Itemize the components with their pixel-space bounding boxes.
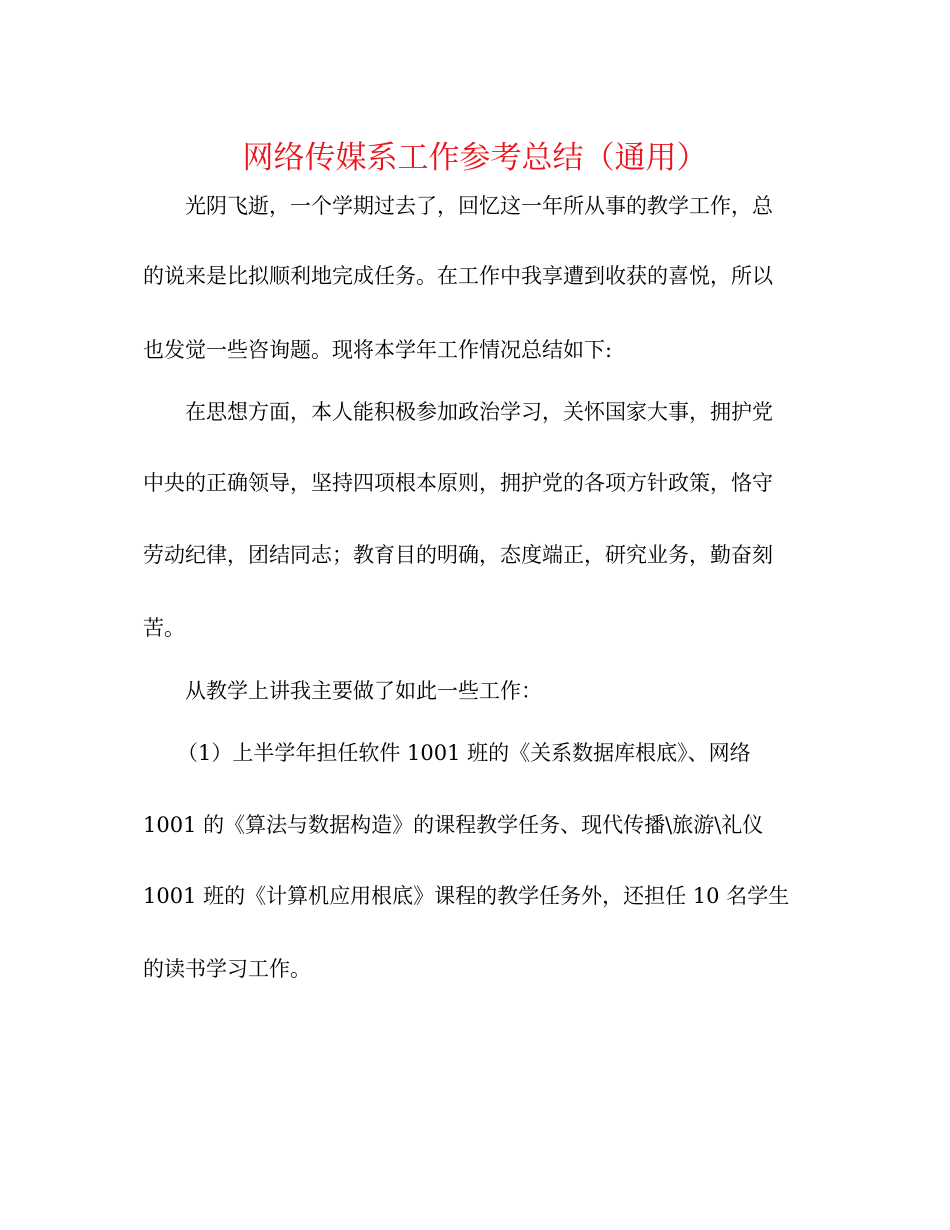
paragraph-line: 劳动纪律，团结同志；教育目的明确，态度端正，研究业务，勤奋刻 [143, 543, 773, 567]
paragraph-line: 的读书学习工作。 [143, 957, 311, 981]
paragraph-line: 在思想方面，本人能积极参加政治学习，关怀国家大事，拥护党 [185, 400, 773, 424]
paragraph-line: 1001 班的《计算机应用根底》课程的教学任务外，还担任 10 名学生 [143, 884, 790, 908]
paragraph-line: 从教学上讲我主要做了如此一些工作： [185, 679, 542, 703]
paragraph-line: 光阴飞逝，一个学期过去了，回忆这一年所从事的教学工作，总 [185, 194, 773, 218]
document-title: 网络传媒系工作参考总结（通用） [242, 140, 708, 176]
paragraph-line: 的说来是比拟顺利地完成任务。在工作中我享遭到收获的喜悦，所以 [143, 264, 773, 288]
paragraph-line: （1）上半学年担任软件 1001 班的《关系数据库根底》、网络 [177, 741, 751, 765]
paragraph-line: 苦。 [143, 616, 185, 640]
paragraph-line: 也发觉一些咨询题。现将本学年工作情况总结如下: [143, 338, 613, 362]
paragraph-line: 中央的正确领导，坚持四项根本原则，拥护党的各项方针政策，恪守 [143, 471, 773, 495]
paragraph-line: 1001 的《算法与数据构造》的课程教学任务、现代传播\旅游\礼仪 [143, 813, 764, 837]
